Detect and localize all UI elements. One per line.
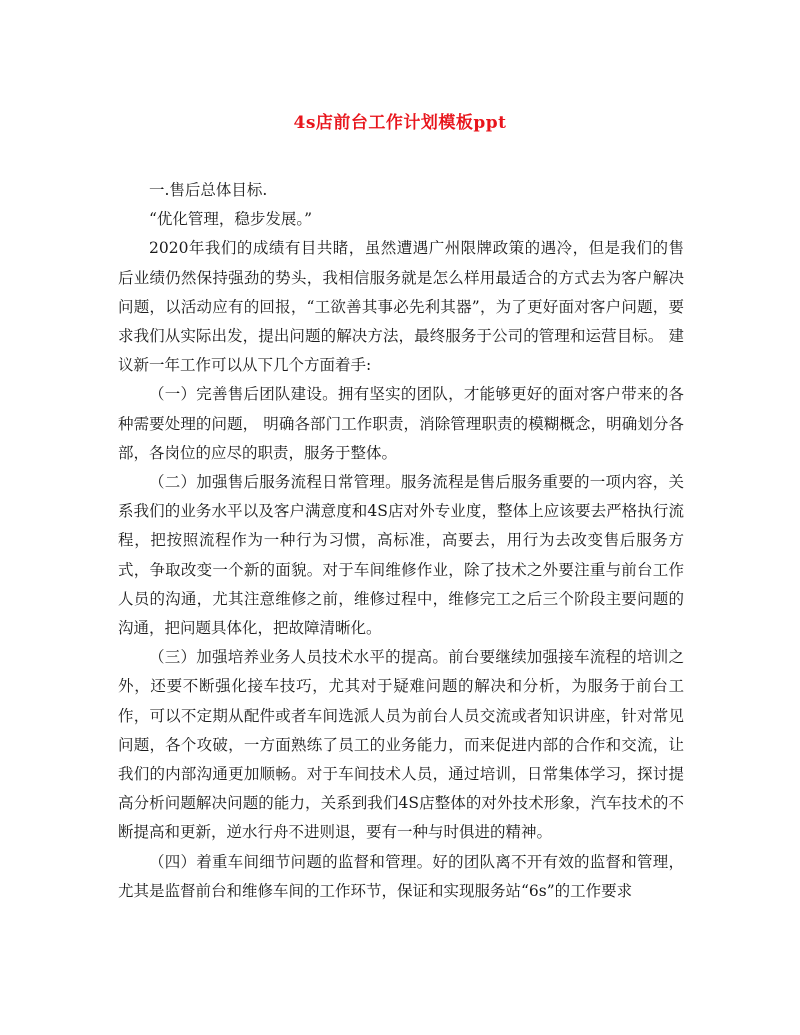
item-4-paragraph: （四）着重车间细节问题的监督和管理。好的团队离不开有效的监督和管理，尤其是监督前台和维修车间的工作环节，保证和实现服务站“6s”的工作要求: [118, 852, 684, 900]
document-title: 4s店前台工作计划模板ppt: [293, 113, 507, 133]
section-heading: 一.售后总体目标.: [149, 181, 268, 199]
intro-paragraph: 2020年我们的成绩有目共睹，虽然遭遇广州限牌政策的遇冷，但是我们的售后业绩仍然保持强劲的势头，我相信服务就是怎么样用最适合的方式去为客户解决问题，以活动应有的回报，“工欲善其事必先利其器”，为了更好面对客户问题，要求我们从实际出发，提出问题的解决方法，最终服务于公司的管理和运营目标。 建议新一年工作可以从下几个方面着手:: [118, 239, 684, 375]
motto-paragraph: “优化管理，稳步发展。”: [149, 210, 313, 229]
item-2-paragraph: （二）加强售后服务流程日常管理。服务流程是售后服务重要的一项内容，关系我们的业务水平以及客户满意度和4S店对外专业度，整体上应该要去严格执行流程，把按照流程作为一种行为习惯，高标准，高要去，用行为去改变售后服务方式，争取改变一个新的面貌。对于车间维修作业，除了技术之外要注重与前台工作人员的沟通，尤其注意维修之前，维修过程中，维修完工之后三个阶段主要问题的沟通，把问题具体化，把故障清晰化。: [118, 473, 684, 638]
item-1-paragraph: （一）完善售后团队建设。拥有坚实的团队，才能够更好的面对客户带来的各种需要处理的问题， 明确各部门工作职责，消除管理职责的模糊概念，明确划分各部，各岗位的应尽的职责，服务于整体。: [118, 385, 684, 462]
item-3-paragraph: （三）加强培养业务人员技术水平的提高。前台要继续加强接车流程的培训之外，还要不断强化接车技巧，尤其对于疑难问题的解决和分析，为服务于前台工作，可以不定期从配件或者车间选派人员为前台人员交流或者知识讲座，针对常见问题，各个攻破，一方面熟练了员工的业务能力，而来促进内部的合作和交流，让我们的内部沟通更加顺畅。对于车间技术人员，通过培训，日常集体学习，探讨提高分析问题解决问题的能力，关系到我们4S店整体的对外技术形象，汽车技术的不断提高和更新，逆水行舟不进则退，要有一种与时俱进的精神。: [118, 648, 684, 842]
document-body: [118, 176, 684, 906]
